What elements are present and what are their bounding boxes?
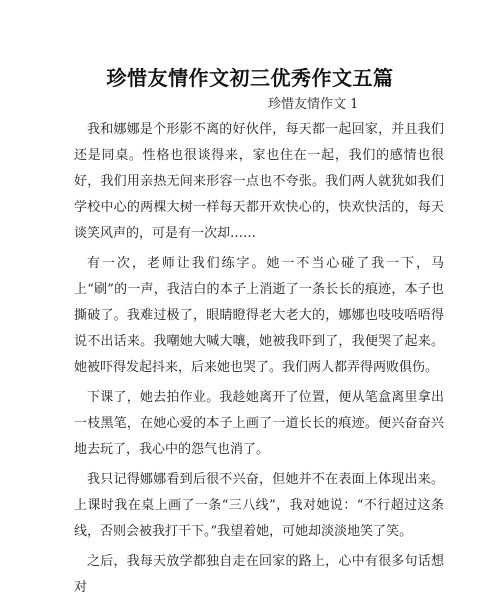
- document-title: 珍惜友情作文初三优秀作文五篇: [106, 66, 394, 90]
- document-body: [74, 117, 444, 605]
- paragraph: 之后，我每天放学都独自走在回家的路上，心中有很多句话想对: [74, 554, 444, 595]
- paragraph: 我和娜娜是个形影不离的好伙伴，每天都一起回家，并且我们还是同桌。性格也很谈得来，家也住在一起，我们的感情也很好，我们用亲热无间来形容一点也不夸张。我们两人就犹如我们学校中心的两棵大树一样每天都开欢快心的，快欢快活的，每天谈笑风声的，可是有一次却……: [74, 122, 444, 241]
- paragraph: 我只记得娜娜看到后很不兴奋，但她并不在表面上体现出来。上课时我在桌上画了一条“三八线”，我对她说：“不行超过这条线，否则会被我打干下。”我望着她，可她却淡淡地笑了笑。: [74, 472, 444, 539]
- paragraph: 下课了，她去拍作业。我趁她离开了位置，便从笔盒离里拿出一枝黑笔，在她心爱的本子上画了一道长长的痕迹。便兴奋奋兴地去玩了，我心中的怨气也消了。: [74, 390, 444, 457]
- document-subtitle: 珍惜友情作文 1: [268, 97, 359, 112]
- paragraph: 有一次，老师让我们练字。她一不当心碰了我一下，马上“刷”的一声，我洁白的本子上消逝了一条长长的痕迹，本子也撕破了。我难过极了，眼睛瞪得老大老大的，娜娜也吱吱唔唔得说不出话来。我嘲她大喊大嚷，她被我吓到了，我便哭了起来。她被吓得发起抖来，后来她也哭了。我们两人都弄得两败俱伤。: [74, 256, 444, 375]
